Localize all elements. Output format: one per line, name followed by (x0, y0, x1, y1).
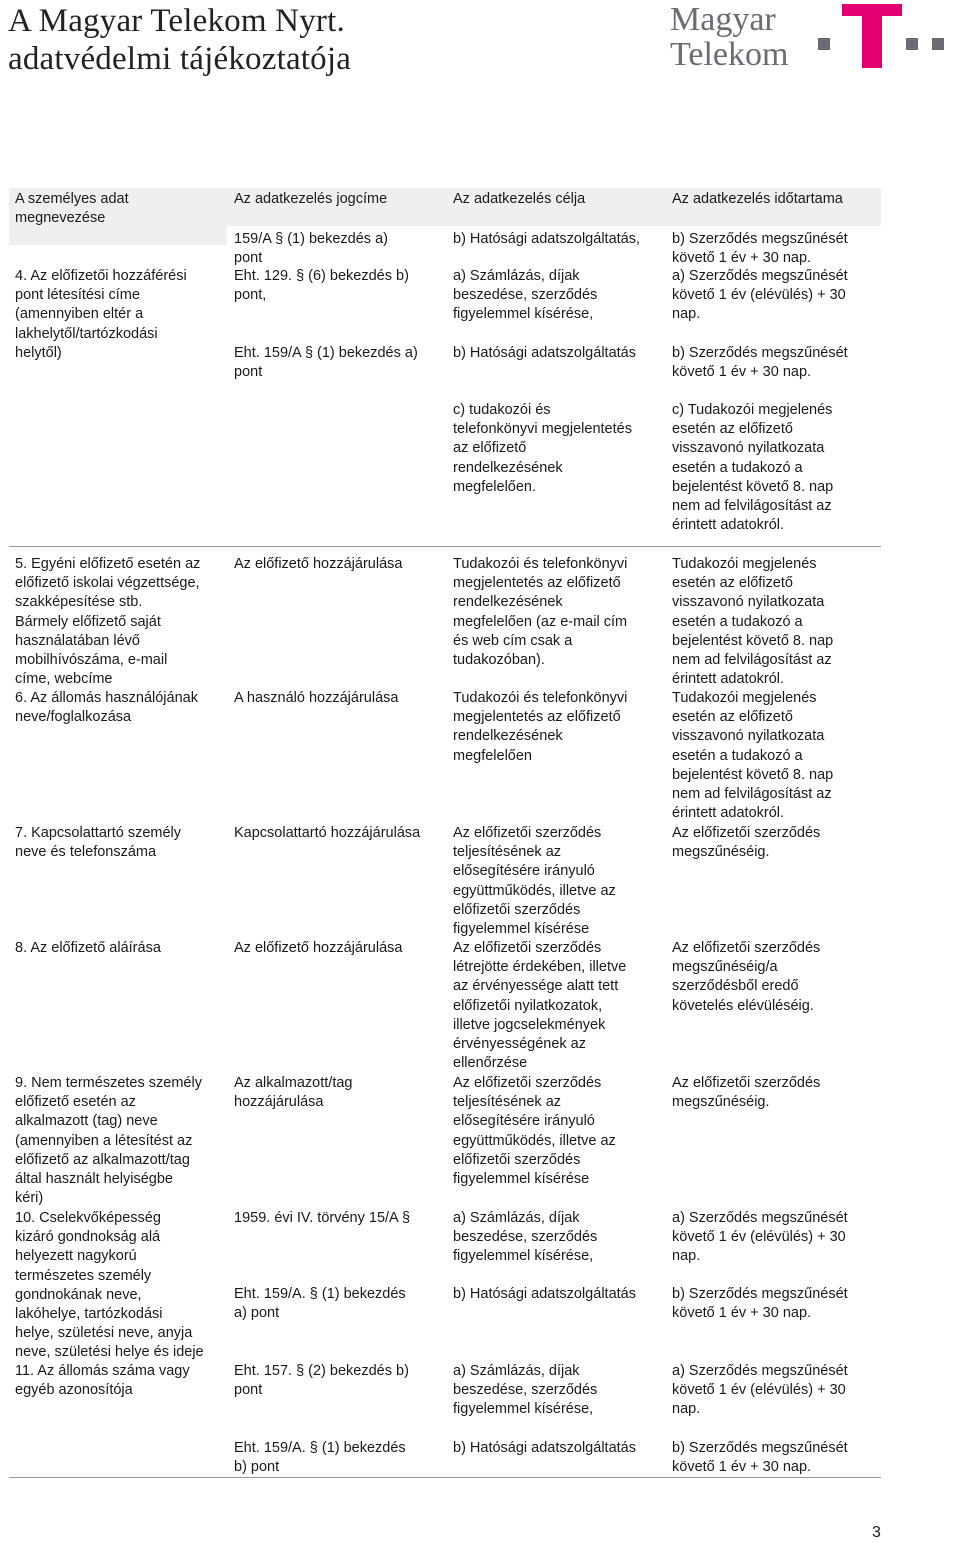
table-cell: 1959. évi IV. törvény 15/A § (234, 1210, 411, 1226)
row-divider (9, 546, 881, 547)
table-cell: 7. Kapcsolattartó személy neve és telefonszáma (15, 825, 182, 861)
table-cell: b) Szerződés megszűnését követő 1 év + 30 nap. (672, 1440, 848, 1476)
column-header-purpose: Az adatkezelés célja (453, 191, 586, 207)
page-number: 3 (872, 1524, 881, 1541)
title-line-1: A Magyar Telekom Nyrt. (8, 3, 345, 39)
table-cell: Az előfizetői szerződés megszűnéséig/a szerződésből eredő követelés elévüléséig. (672, 940, 821, 1014)
telekom-t-logo-icon (818, 4, 948, 70)
table-cell: Eht. 129. § (6) bekezdés b) pont, (234, 268, 409, 304)
table-cell: b) Hatósági adatszolgáltatás (453, 345, 636, 361)
table-cell: b) Szerződés megszűnését követő 1 év + 30 nap. (672, 1286, 848, 1322)
table-cell: 10. Cselekvőképesség kizáró gondnokság alá helyezett nagykorú természetes személy gondnokának neve, lakóhelye, tartózkodási helye, születési neve, anyja neve, születési helye és ideje (15, 1210, 204, 1361)
table-cell: Kapcsolattartó hozzájárulása (234, 825, 421, 841)
table-cell: b) Hatósági adatszolgáltatás (453, 1286, 636, 1302)
table-cell: Az előfizetői szerződés létrejötte érdekében, illetve az érvényessége alatt tett előfizetői nyilatkozatok, illetve jogcselekmények érvényességének az ellenőrzése (453, 940, 627, 1072)
brand-line-2: Telekom (670, 36, 789, 73)
table-cell: 4. Az előfizetői hozzáférési pont létesítési címe (amennyiben eltér a lakhelytől/tartózkodási helytől) (15, 268, 187, 361)
table-cell: Az előfizető hozzájárulása (234, 556, 403, 572)
table-cell: Eht. 159/A § (1) bekezdés a) pont (234, 345, 418, 381)
table-cell: Tudakozói és telefonkönyvi megjelentetés az előfizető rendelkezésének megfelelően (az e-mail cím és web cím csak a tudakozóban). (453, 556, 628, 669)
header-shade-extension (9, 226, 227, 245)
column-header-data-name: A személyes adat megnevezése (15, 191, 129, 227)
table-cell: 9. Nem természetes személy előfizető esetén az alkalmazott (tag) neve (amennyiben a létesítést az előfizető az alkalmazott/tag által használt helyiségbe kéri) (15, 1075, 202, 1207)
table-cell: Tudakozói megjelenés esetén az előfizető visszavonó nyilatkozata esetén a tudakozó a bejelentést követő 8. nap nem ad felvilágosítást az érintett adatokról. (672, 556, 834, 688)
column-header-legal-basis: Az adatkezelés jogcíme (234, 191, 388, 207)
table-cell: a) Számlázás, díjak beszedése, szerződés figyelemmel kísérése, (453, 1363, 598, 1418)
table-cell: Eht. 157. § (2) bekezdés b) pont (234, 1363, 409, 1399)
table-cell: Az előfizetői szerződés megszűnéséig. (672, 1075, 821, 1111)
table-cell: a) Szerződés megszűnését követő 1 év (elévülés) + 30 nap. (672, 268, 848, 323)
table-cell: Az alkalmazott/tag hozzájárulása (234, 1075, 353, 1111)
brand-line-1: Magyar (670, 1, 776, 38)
table-cell: b) Hatósági adatszolgáltatás (453, 1440, 636, 1456)
brand-wordmark (670, 2, 788, 72)
table-cell: b) Szerződés megszűnését követő 1 év + 30 nap. (672, 345, 848, 381)
table-cell: 5. Egyéni előfizető esetén az előfizető iskolai végzettsége, szakképesítése stb. Bármely előfizető saját használatában lévő mobilhívószáma, e-mail címe, webcíme (15, 556, 201, 688)
table-cell: Tudakozói és telefonkönyvi megjelentetés az előfizető rendelkezésének megfelelően (453, 690, 628, 764)
page-title (8, 2, 351, 78)
table-cell: b) Hatósági adatszolgáltatás, (453, 231, 640, 247)
table-cell: 159/A § (1) bekezdés a) pont (234, 231, 388, 267)
table-cell: a) Számlázás, díjak beszedése, szerződés figyelemmel kísérése, (453, 268, 598, 323)
table-cell: 6. Az állomás használójának neve/foglalkozása (15, 690, 198, 726)
table-cell: Az előfizető hozzájárulása (234, 940, 403, 956)
table-cell: c) tudakozói és telefonkönyvi megjelentetés az előfizető rendelkezésének megfelelően. (453, 402, 632, 495)
table-cell: c) Tudakozói megjelenés esetén az előfizető visszavonó nyilatkozata esetén a tudakozó a bejelentést követő 8. nap nem ad felvilágosítást az érintett adatokról. (672, 402, 834, 534)
title-line-2: adatvédelmi tájékoztatója (8, 41, 352, 77)
table-cell: Eht. 159/A. § (1) bekezdés b) pont (234, 1440, 406, 1476)
table-cell: Az előfizetői szerződés teljesítésének az elősegítésére irányuló együttműködés, illetve az előfizetői szerződés figyelemmel kísérése (453, 1075, 616, 1188)
column-header-duration: Az adatkezelés időtartama (672, 191, 843, 207)
table-cell: 11. Az állomás száma vagy egyéb azonosítója (15, 1363, 190, 1399)
table-cell: b) Szerződés megszűnését követő 1 év + 30 nap. (672, 231, 848, 267)
table-cell: Az előfizetői szerződés megszűnéséig. (672, 825, 821, 861)
table-cell: Tudakozói megjelenés esetén az előfizető visszavonó nyilatkozata esetén a tudakozó a bejelentést követő 8. nap nem ad felvilágosítást az érintett adatokról. (672, 690, 834, 822)
table-cell: a) Szerződés megszűnését követő 1 év (elévülés) + 30 nap. (672, 1363, 848, 1418)
table-cell: Eht. 159/A. § (1) bekezdés a) pont (234, 1286, 406, 1322)
table-bottom-rule (9, 1477, 881, 1478)
table-cell: A használó hozzájárulása (234, 690, 399, 706)
table-cell: a) Számlázás, díjak beszedése, szerződés figyelemmel kísérése, (453, 1210, 598, 1265)
table-cell: Az előfizetői szerződés teljesítésének az elősegítésére irányuló együttműködés, illetve az előfizetői szerződés figyelemmel kísérése (453, 825, 616, 938)
table-cell: a) Szerződés megszűnését követő 1 év (elévülés) + 30 nap. (672, 1210, 848, 1265)
table-cell: 8. Az előfizető aláírása (15, 940, 161, 956)
